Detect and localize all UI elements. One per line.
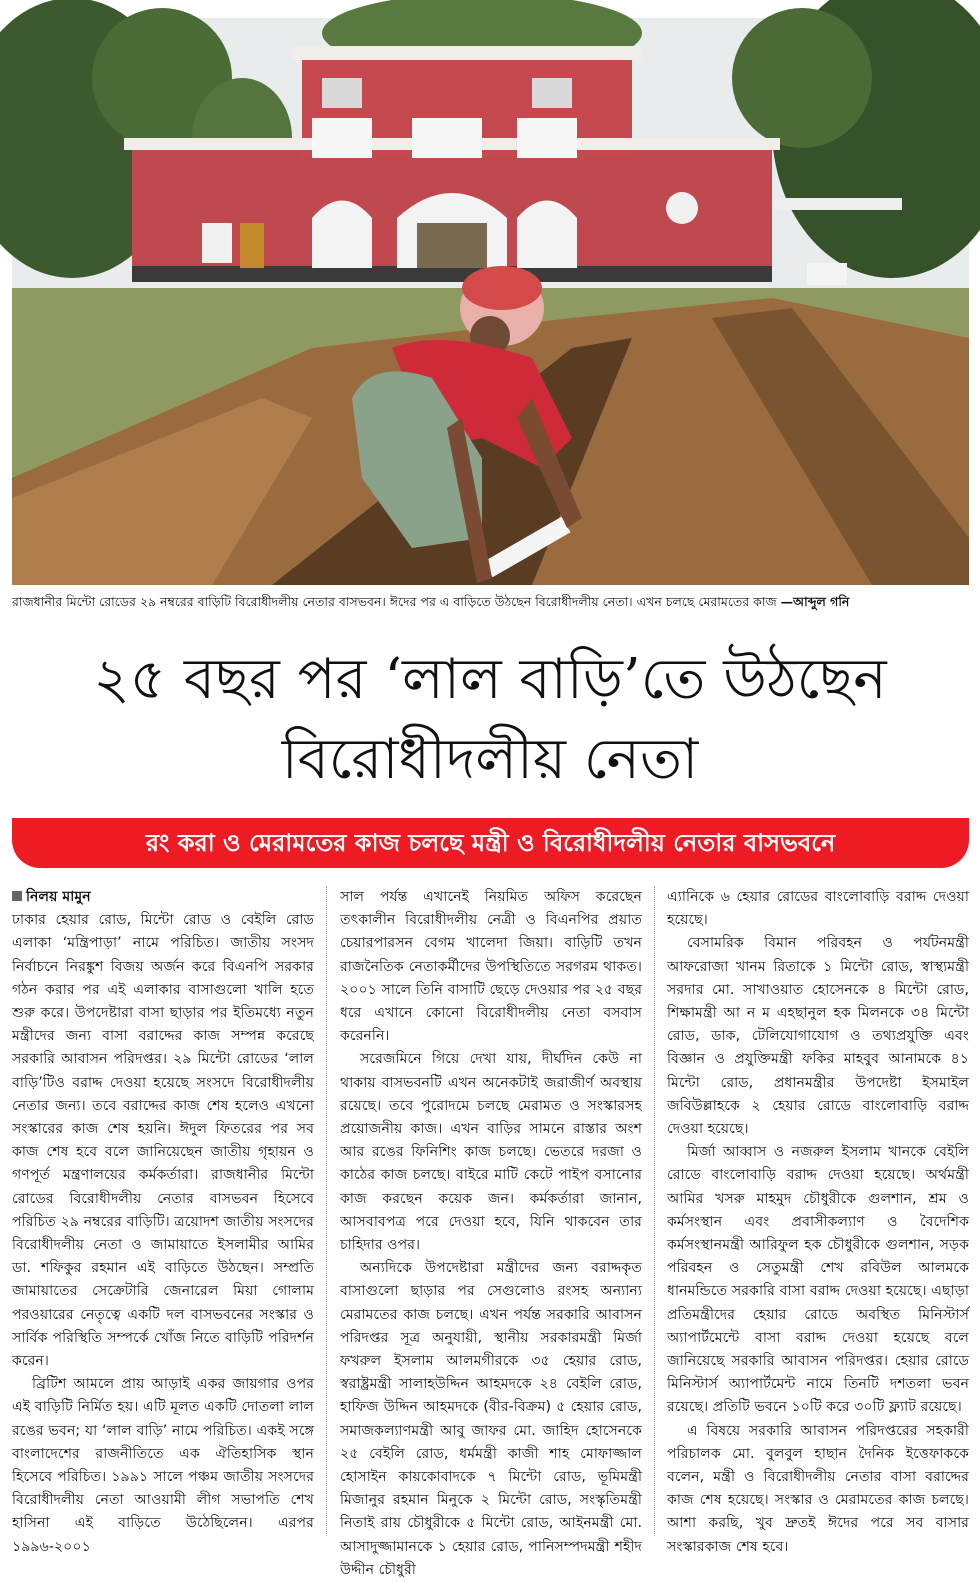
house-and-worker-illustration xyxy=(12,18,969,585)
paragraph: ব্রিটিশ আমলে প্রায় আড়াই একর জায়গার ওপর এই বাড়িটি নির্মিত হয়। এটি মূলত একটি দোতলা লাল রঙের ভবন; যা ‘লাল বাড়ি’ নামে পরিচিত। একই সঙ্গে বাংলাদেশের রাজনীতিতে এক ঐতিহাসিক স্থান হিসেবে পরিচিত। ১৯৯১ সালে পঞ্চম জাতীয় সংসদের বিরোধীদলীয় নেতা আওয়ামী লীগ সভাপতি শেখ হাসিনা এই বাড়িতে উঠেছিলেন। এরপর ১৯৯৬-২০০১ xyxy=(12,1376,314,1555)
news-photo xyxy=(12,18,969,585)
photo-caption xyxy=(12,592,969,612)
paragraph: ঢাকার হেয়ার রোড, মিন্টো রোড ও বেইলি রোড এলাকা ‘মন্ত্রিপাড়া’ নামে পরিচিত। জাতীয় সংসদ নির্বাচনে নিরঙ্কুশ বিজয় অর্জন করে বিএনপি সরকার গঠন করার পর এই এলাকার বাসাগুলো খালি হতে শুরু করে। উপদেষ্টারা বাসা ছাড়ার পর ইতিমধ্যে নতুন মন্ত্রীদের জন্য বাসা বরাদ্দের কাজ সম্পন্ন করেছে সরকারি আবাসন পরিদপ্তর। ২৯ মিন্টো রোডের ‘লাল বাড়ি’টিও বরাদ্দ দেওয়া হয়েছে সংসদে বিরোধীদলীয় নেতার জন্য। তবে বরাদ্দের কাজ শেষ হলেও এখনো সংস্কারের কাজ শেষ হয়নি। ঈদুল ফিতরের পর সব কাজ শেষ হবে বলে জানিয়েছেন জাতীয় গৃহায়ন ও গণপূর্ত মন্ত্রণালয়ের কর্মকর্তারা। রাজধানীর মিন্টো রোডের বিরোধীদলীয় নেতার বাসভবন হিসেবে পরিচিত ২৯ নম্বরের বাড়িটি। ত্রয়োদশ জাতীয় সংসদের বিরোধীদলীয় নেতা ও জামায়াতে ইসলামীর আমির ডা. শফিকুর রহমান এই বাড়িতে উঠছেন। সম্প্রতি জামায়াতের সেক্রেটারি জেনারেল মিয়া গোলাম পরওয়ারের নেতৃত্বে একটি দল বাসভবনের সংস্কার ও সার্বিক পরিস্থিতি সম্পর্কে খোঁজ নিতে বাড়িটি পরিদর্শন করেন। xyxy=(12,912,314,1370)
headline-line-1: ২৫ বছর পর ‘লাল বাড়ি’তে উঠছেন xyxy=(93,647,887,712)
caption-text: রাজধানীর মিন্টো রোডের ২৯ নম্বরের বাড়িটি বিরোধীদলীয় নেতার বাসভবন। ঈদের পর এ বাড়িতে উঠছেন বিরোধীদলীয় নেতা। এখন চলছে মেরামতের কাজ xyxy=(12,594,777,609)
paragraph: অন্যদিকে উপদেষ্টারা মন্ত্রীদের জন্য বরাদ্দকৃত বাসাগুলো ছাড়ার পর সেগুলোও রংসহ অন্যান্য মেরামতের কাজ চলছে। এখন পর্যন্ত সরকারি আবাসন পরিদপ্তর সূত্র অনুযায়ী, স্থানীয় সরকারমন্ত্রী মির্জা ফখরুল ইসলাম আলমগীরকে ৩৫ হেয়ার রোড, স্বরাষ্ট্রমন্ত্রী সালাহউদ্দিন আহমদকে ২৪ বেইলি রোড, হাফিজ উদ্দিন আহমদকে (বীর-বিক্রম) ৫ হেয়ার রোড, সমাজকল্যাণমন্ত্রী আবু জাফর মো. জাহিদ হোসেনকে ২৫ বেইলি রোড, ধর্মমন্ত্রী কাজী শাহ মোফাজ্জাল হোসাইন কায়কোবাদকে ৭ মিন্টো রোড, ভূমিমন্ত্রী মিজানুর রহমান মিনুকে ২ মিন্টো রোড, সংস্কৃতিমন্ত্রী নিতাই রায় চৌধুরীকে ৫ মিন্টো রোড, আইনমন্ত্রী মো. আসাদুজ্জামানকে ১ হেয়ার রোড, পানিসম্পদমন্ত্রী শহীদ উদ্দীন চৌধুরী xyxy=(340,1260,642,1578)
headline xyxy=(0,640,980,800)
photo-credit: —আব্দুল গনি xyxy=(780,594,850,609)
paragraph: সরেজমিনে গিয়ে দেখা যায়, দীর্ঘদিন কেউ না থাকায় বাসভবনটি এখন অনেকটাই জরাজীর্ণ অবস্থায় রয়েছে। তবে পুরোদমে চলছে মেরামত ও সংস্কারসহ প্রয়োজনীয় কাজ। এখন বাড়ির সামনে রাস্তার অংশ আর রঙের ফিনিশিং কাজ চলছে। ভেতরে দরজা ও কাঠের কাজ চলছে। বাইরে মাটি কেটে পাইপ বসানোর কাজ করছেন কয়েক জন। কর্মকর্তারা জানান, আসবাবপত্র পরে দেওয়া হবে, যিনি থাকবেন তার চাহিদার ওপর। xyxy=(340,1051,642,1254)
paragraph: বেসামরিক বিমান পরিবহন ও পর্যটনমন্ত্রী আফরোজা খানম রিতাকে ১ মিন্টো রোড, স্বাস্থ্যমন্ত্রী সরদার মো. সাখাওয়াত হোসেনকে ৪ মিন্টো রোড, শিক্ষামন্ত্রী আ ন ম এহছানুল হক মিলনকে ৩৪ মিন্টো রোড, ডাক, টেলিযোগাযোগ ও তথ্যপ্রযুক্তি এবং বিজ্ঞান ও প্রযুক্তিমন্ত্রী ফকির মাহবুব আনামকে ৪১ মিন্টো রোড, প্রধানমন্ত্রীর উপদেষ্টা ইসমাইল জবিউল্লাহকে ২ হেয়ার রোডে বাংলোবাড়ি বরাদ্দ দেওয়া হয়েছে। xyxy=(667,935,969,1138)
subhead-banner xyxy=(12,818,969,868)
column-divider xyxy=(326,886,327,1536)
article-column-2 xyxy=(340,886,642,1578)
paragraph: সাল পর্যন্ত এখানেই নিয়মিত অফিস করেছেন তৎকালীন বিরোধীদলীয় নেত্রী ও বিএনপির প্রয়াত চেয়ারপারসন বেগম খালেদা জিয়া। বাড়িটি তখন রাজনৈতিক নেতাকর্মীদের উপস্থিতিতে সরগরম থাকত। ২০০১ সালে তিনি বাসাটি ছেড়ে দেওয়ার পর ২৫ বছর ধরে এখানে কোনো বিরোধীদলীয় নেতা বসবাস করেননি। xyxy=(340,889,642,1045)
paragraph: এ্যানিকে ৬ হেয়ার রোডের বাংলোবাড়ি বরাদ্দ দেওয়া হয়েছে। xyxy=(667,889,969,929)
article-column-1 xyxy=(12,886,314,1555)
paragraph: মির্জা আব্বাস ও নজরুল ইসলাম খানকে বেইলি রোডে বাংলোবাড়ি বরাদ্দ দেওয়া হয়েছে। অর্থমন্ত্রী আমির খসরু মাহমুদ চৌধুরীকে গুলশান, শ্রম ও কর্মসংস্থান এবং প্রবাসীকল্যাণ ও বৈদেশিক কর্মসংস্থানমন্ত্রী আরিফুল হক চৌধুরীকে গুলশান, সড়ক পরিবহন ও সেতুমন্ত্রী শেখ রবিউল আলমকে ধানমন্ডিতে সরকারি বাসা বরাদ্দ দেওয়া হয়েছে। এছাড়া প্রতিমন্ত্রীদের হেয়ার রোডে অবস্থিত মিনিস্টার্স অ্যাপার্টমেন্টে বাসা বরাদ্দ দেওয়া হয়েছে বলে জানিয়েছে সরকারি আবাসন পরিদপ্তর। হেয়ার রোডে মিনিস্টার্স অ্যাপার্টমেন্ট নামে তিনটি দশতলা ভবন রয়েছে। প্রতিটি ভবনে ১০টি করে ৩০টি ফ্ল্যাট রয়েছে। xyxy=(667,1144,969,1416)
column-divider xyxy=(654,886,655,1536)
subhead-text: রং করা ও মেরামতের কাজ চলছে মন্ত্রী ও বিরোধীদলীয় নেতার বাসভবনে xyxy=(145,829,836,857)
byline-square-icon xyxy=(12,891,22,901)
article-column-3 xyxy=(667,886,969,1555)
paragraph: এ বিষয়ে সরকারি আবাসন পরিদপ্তরের সহকারী পরিচালক মো. বুলবুল হাছান দৈনিক ইত্তেফাককে বলেন, মন্ত্রী ও বিরোধীদলীয় নেতার বাসা বরাদ্দের কাজ শেষ হয়েছে। সংস্কার ও মেরামতের কাজ চলছে। আশা করছি, খুব দ্রুতই ঈদের পরে সব বাসার সংস্কারকাজ শেষ হবে। xyxy=(667,1422,969,1555)
headline-line-2: বিরোধীদলীয় নেতা xyxy=(281,727,699,792)
byline-name: নিলয় মামুন xyxy=(26,889,91,905)
byline xyxy=(12,886,314,909)
